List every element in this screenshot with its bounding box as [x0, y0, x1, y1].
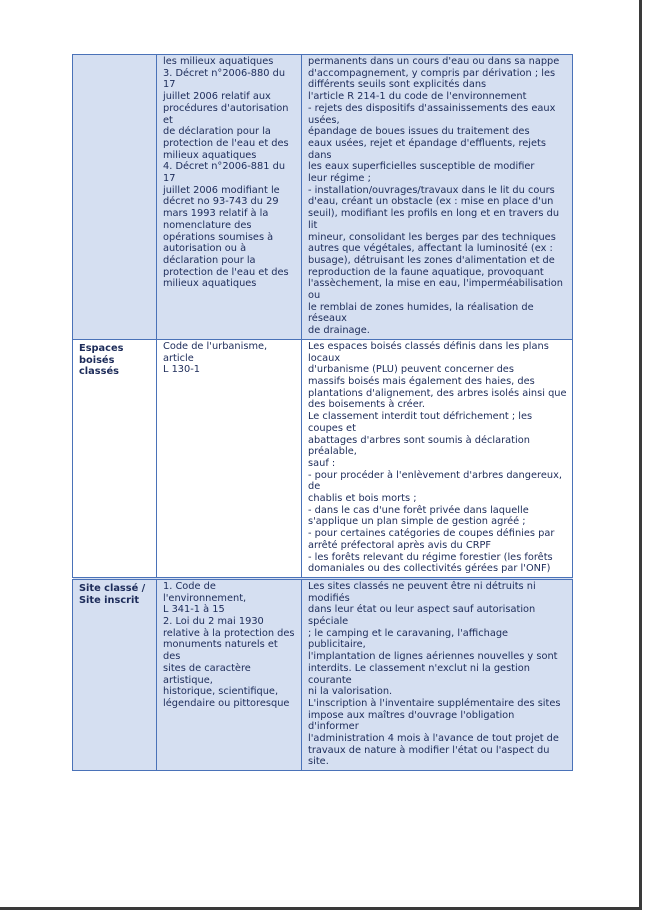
ref-line: juillet 2006 relatif aux [163, 91, 271, 103]
ref-line: protection de l'eau et des [163, 137, 289, 149]
desc-line: l'assèchement, la mise en eau, l'imperméabilisation ou [308, 278, 567, 302]
desc-line: - pour certaines catégories de coupes définies par [308, 528, 555, 540]
label-line: Site classé / [79, 582, 146, 594]
desc-line: dans leur état ou leur aspect sauf autorisation spéciale [308, 604, 539, 628]
desc-line: travaux de nature à modifier l'état ou l'aspect du site. [308, 744, 553, 768]
desc-line: différents seuils sont explicités dans [308, 79, 487, 91]
ref-line: milieux aquatiques [163, 278, 257, 290]
ref-line: déclaration pour la [163, 254, 256, 266]
ref-line: 1. Code de l'environnement, [163, 580, 247, 604]
ref-line: légendaire ou pittoresque [163, 697, 290, 709]
description-cell [302, 55, 573, 340]
page-corner [0, 910, 110, 916]
label-line: Espaces [79, 342, 124, 354]
desc-line: - installation/ouvrages/travaux dans le lit du cours [308, 184, 555, 196]
desc-line: s'applique un plan simple de gestion agréé ; [308, 516, 526, 528]
regulation-table [72, 54, 573, 771]
desc-line: plantations d'alignement, des arbres isolés ainsi que [308, 387, 567, 399]
ref-line: L 341-1 à 15 [163, 604, 225, 616]
row-label-cell [73, 578, 157, 770]
description-cell [302, 339, 573, 578]
desc-line: mineur, consolidant les berges par des techniques [308, 231, 556, 243]
ref-line: décret no 93-743 du 29 [163, 196, 279, 208]
ref-line: juillet 2006 modifiant le [163, 184, 280, 196]
desc-line: L'inscription à l'inventaire supplémentaire des sites [308, 697, 561, 709]
table-row [73, 578, 573, 770]
desc-line: d'eau, créant un obstacle (ex : mise en place d'un [308, 196, 554, 208]
references-cell [157, 578, 302, 770]
description-cell [302, 578, 573, 770]
desc-line: d'accompagnement, y compris par dérivation ; les [308, 67, 556, 79]
desc-line: massifs boisés mais également des haies, des [308, 375, 535, 387]
ref-line: milieux aquatiques [163, 149, 257, 161]
desc-line: permanents dans un cours d'eau ou dans sa nappe [308, 56, 560, 67]
desc-line: Les sites classés ne peuvent être ni détruits ni modifiés [308, 580, 539, 604]
desc-line: sauf : [308, 457, 336, 469]
ref-line: sites de caractère artistique, [163, 662, 254, 686]
desc-line: d'urbanisme (PLU) peuvent concerner des [308, 364, 514, 376]
ref-line: Code de l'urbanisme, article [163, 340, 271, 364]
desc-line: - pour procéder à l'enlèvement d'arbres dangereux, de [308, 469, 566, 493]
desc-line: l'article R 214-1 du code de l'environnement [308, 91, 527, 103]
desc-line: chablis et bois morts ; [308, 493, 417, 505]
desc-line: l'implantation de lignes aériennes nouvelles y sont [308, 651, 558, 663]
desc-line: busage), détruisant les zones d'alimentation et de [308, 254, 555, 266]
desc-line: - rejets des dispositifs d'assainissements des eaux usées, [308, 102, 559, 126]
ref-line: 3. Décret n°2006-880 du 17 [163, 67, 289, 91]
desc-line: le remblai de zones humides, la réalisation de réseaux [308, 301, 537, 325]
desc-line: ni la valorisation. [308, 686, 393, 698]
ref-line: 4. Décret n°2006-881 du 17 [163, 161, 289, 185]
ref-line: protection de l'eau et des [163, 266, 289, 278]
desc-line: Les espaces boisés classés définis dans les plans locaux [308, 340, 552, 364]
ref-line: autorisation ou à [163, 243, 247, 255]
row-label-cell [73, 55, 157, 340]
desc-line: l'administration 4 mois à l'avance de tout projet de [308, 733, 559, 745]
table-row [73, 339, 573, 578]
desc-line: - les forêts relevant du régime forestier (les forêts [308, 551, 553, 563]
ref-line: 2. Loi du 2 mai 1930 [163, 616, 264, 628]
desc-line: de drainage. [308, 325, 370, 337]
ref-line: opérations soumises à [163, 231, 274, 243]
row-label-cell [73, 339, 157, 578]
label-line: Site inscrit [79, 594, 139, 606]
desc-line: abattages d'arbres sont soumis à déclaration préalable, [308, 434, 534, 458]
desc-line: - dans le cas d'une forêt privée dans laquelle [308, 504, 529, 516]
table-row [73, 55, 573, 340]
desc-line: Le classement interdit tout défrichement ; les coupes et [308, 411, 536, 434]
label-line: classés [79, 366, 119, 378]
ref-line: mars 1993 relatif à la [163, 208, 269, 220]
desc-line: des boisements à créer. [308, 399, 425, 411]
desc-line: reproduction de la faune aquatique, provoquant [308, 266, 544, 278]
ref-line: de déclaration pour la [163, 126, 271, 138]
ref-line: historique, scientifique, [163, 686, 279, 698]
ref-line: L 130-1 [163, 364, 201, 376]
desc-line: leur régime ; [308, 173, 371, 185]
references-cell [157, 339, 302, 578]
desc-line: ; le camping et le caravaning, l'affichage publicitaire, [308, 627, 512, 651]
desc-line: les eaux superficielles susceptible de modifier [308, 161, 535, 173]
desc-line: autres que végétales, affectant la luminosité (ex : [308, 243, 553, 255]
desc-line: interdits. Le classement n'exclut ni la gestion courante [308, 662, 534, 686]
desc-line: arrêté préfectoral après avis du CRPF [308, 539, 492, 551]
desc-line: eaux usées, rejet et épandage d'effluents, rejets dans [308, 137, 550, 161]
desc-line: impose aux maîtres d'ouvrage l'obligation d'informer [308, 709, 518, 733]
ref-line: relative à la protection des [163, 627, 295, 639]
desc-line: seuil), modifiant les profils en long et en travers du lit [308, 208, 563, 231]
desc-line: épandage de boues issues du traitement des [308, 126, 530, 138]
ref-line: nomenclature des [163, 219, 252, 231]
ref-line: monuments naturels et des [163, 639, 281, 663]
desc-line: domaniales ou des collectivités gérées par l'ONF) [308, 563, 551, 575]
ref-line: les milieux aquatiques [163, 56, 274, 67]
ref-line: procédures d'autorisation et [163, 102, 292, 126]
label-line: boisés [79, 354, 115, 366]
references-cell [157, 55, 302, 340]
